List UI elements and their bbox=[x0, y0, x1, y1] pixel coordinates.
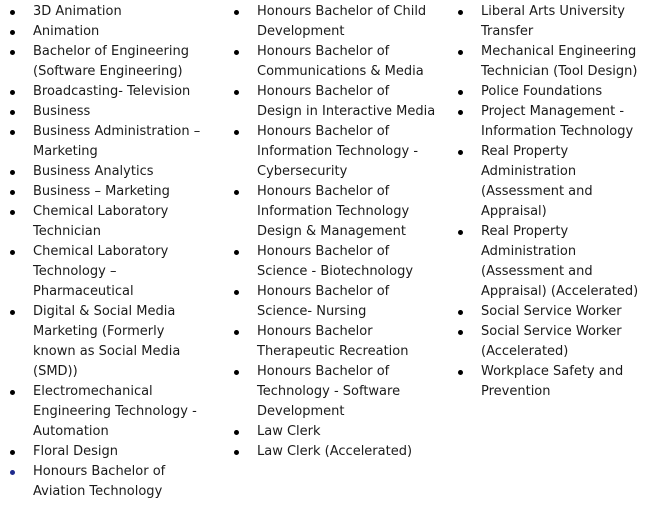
program-label: Social Service Worker bbox=[481, 304, 622, 319]
program-label: Honours Bachelor of Child Development bbox=[257, 4, 427, 39]
program-label: Honours Bachelor of Science- Nursing bbox=[257, 284, 390, 319]
bullet-icon bbox=[234, 370, 239, 375]
program-label: Honours Bachelor of Aviation Technology bbox=[33, 464, 166, 499]
program-label: Honours Bachelor of Science - Biotechnology bbox=[257, 244, 414, 279]
list-item bbox=[448, 302, 646, 322]
program-label: Honours Bachelor Therapeutic Recreation bbox=[257, 324, 409, 359]
bullet-icon bbox=[10, 10, 15, 15]
bullet-icon bbox=[10, 470, 15, 475]
program-label: Honours Bachelor of Technology - Software Development bbox=[257, 364, 401, 419]
list-item bbox=[224, 122, 436, 182]
program-label: Mechanical Engineering Technician (Tool Design) bbox=[481, 44, 638, 79]
list-item bbox=[0, 442, 210, 462]
list-item bbox=[448, 142, 646, 222]
program-label: Honours Bachelor of Information Technology Design & Management bbox=[257, 184, 410, 239]
list-item bbox=[0, 182, 210, 202]
list-item bbox=[448, 322, 646, 362]
list-item bbox=[224, 362, 436, 422]
list-item bbox=[224, 242, 436, 282]
program-label: Law Clerk (Accelerated) bbox=[257, 444, 413, 459]
program-label: Project Management - Information Technology bbox=[481, 104, 634, 139]
bullet-icon bbox=[10, 250, 15, 255]
bullet-icon bbox=[234, 250, 239, 255]
program-label: Honours Bachelor of Information Technology - Cybersecurity bbox=[257, 124, 419, 179]
program-column-3 bbox=[448, 2, 646, 402]
bullet-icon bbox=[234, 430, 239, 435]
bullet-icon bbox=[458, 50, 463, 55]
bullet-icon bbox=[10, 30, 15, 35]
bullet-icon bbox=[458, 110, 463, 115]
program-label: Workplace Safety and Prevention bbox=[481, 364, 624, 399]
bullet-icon bbox=[10, 190, 15, 195]
program-label: Chemical Laboratory Technician bbox=[33, 204, 169, 239]
bullet-icon bbox=[458, 370, 463, 375]
bullet-icon bbox=[10, 450, 15, 455]
bullet-icon bbox=[458, 230, 463, 235]
list-item bbox=[0, 202, 210, 242]
bullet-icon bbox=[458, 90, 463, 95]
list-item bbox=[0, 122, 210, 162]
bullet-icon bbox=[458, 310, 463, 315]
list-item bbox=[0, 162, 210, 182]
list-item bbox=[224, 42, 436, 82]
list-item bbox=[224, 82, 436, 122]
bullet-icon bbox=[10, 390, 15, 395]
bullet-icon bbox=[234, 50, 239, 55]
program-label: Chemical Laboratory Technology – Pharmaceutical bbox=[33, 244, 169, 299]
program-label: Bachelor of Engineering (Software Engineering) bbox=[33, 44, 189, 79]
list-item bbox=[448, 2, 646, 42]
list-item bbox=[448, 222, 646, 302]
list-item bbox=[224, 282, 436, 322]
bullet-icon bbox=[10, 110, 15, 115]
program-label: Law Clerk bbox=[257, 424, 321, 439]
list-item bbox=[224, 2, 436, 42]
bullet-icon bbox=[10, 310, 15, 315]
bullet-icon bbox=[458, 150, 463, 155]
bullet-icon bbox=[458, 330, 463, 335]
program-label: Honours Bachelor of Communications & Media bbox=[257, 44, 424, 79]
program-label: Electromechanical Engineering Technology - Automation bbox=[33, 384, 197, 439]
bullet-icon bbox=[234, 90, 239, 95]
list-item bbox=[0, 82, 210, 102]
program-label: Broadcasting- Television bbox=[33, 84, 191, 99]
program-label: Real Property Administration (Assessment and Appraisal) bbox=[481, 144, 593, 219]
list-item bbox=[448, 82, 646, 102]
list-item bbox=[0, 22, 210, 42]
list-item bbox=[0, 102, 210, 122]
program-label: Animation bbox=[33, 24, 100, 39]
list-item bbox=[0, 2, 210, 22]
bullet-icon bbox=[458, 10, 463, 15]
bullet-icon bbox=[234, 10, 239, 15]
bullet-icon bbox=[10, 90, 15, 95]
program-label: Honours Bachelor of Design in Interactive Media bbox=[257, 84, 436, 119]
list-item bbox=[448, 102, 646, 142]
program-label: Business Administration – Marketing bbox=[33, 124, 201, 159]
program-label: Business – Marketing bbox=[33, 184, 170, 199]
program-column-1 bbox=[0, 2, 210, 502]
list-item bbox=[0, 462, 210, 502]
list-item bbox=[224, 442, 436, 462]
bullet-icon bbox=[234, 190, 239, 195]
program-label: Social Service Worker (Accelerated) bbox=[481, 324, 622, 359]
list-item bbox=[224, 182, 436, 242]
program-label: Police Foundations bbox=[481, 84, 603, 99]
bullet-icon bbox=[234, 450, 239, 455]
bullet-icon bbox=[234, 130, 239, 135]
program-label: 3D Animation bbox=[33, 4, 122, 19]
program-label: Real Property Administration (Assessment and Appraisal) (Accelerated) bbox=[481, 224, 639, 299]
list-item bbox=[0, 42, 210, 82]
program-label: Floral Design bbox=[33, 444, 118, 459]
program-column-2 bbox=[224, 2, 436, 462]
list-item bbox=[448, 362, 646, 402]
list-item bbox=[224, 422, 436, 442]
bullet-icon bbox=[10, 130, 15, 135]
bullet-icon bbox=[10, 210, 15, 215]
list-item bbox=[0, 302, 210, 382]
bullet-icon bbox=[234, 290, 239, 295]
program-label: Liberal Arts University Transfer bbox=[481, 4, 625, 39]
list-item bbox=[0, 242, 210, 302]
list-item bbox=[0, 382, 210, 442]
program-label: Business bbox=[33, 104, 91, 119]
list-item bbox=[224, 322, 436, 362]
program-label: Digital & Social Media Marketing (Formerly known as Social Media (SMD)) bbox=[33, 304, 181, 379]
list-item bbox=[448, 42, 646, 82]
bullet-icon bbox=[10, 170, 15, 175]
bullet-icon bbox=[10, 50, 15, 55]
bullet-icon bbox=[234, 330, 239, 335]
program-label: Business Analytics bbox=[33, 164, 154, 179]
program-list bbox=[0, 2, 646, 505]
